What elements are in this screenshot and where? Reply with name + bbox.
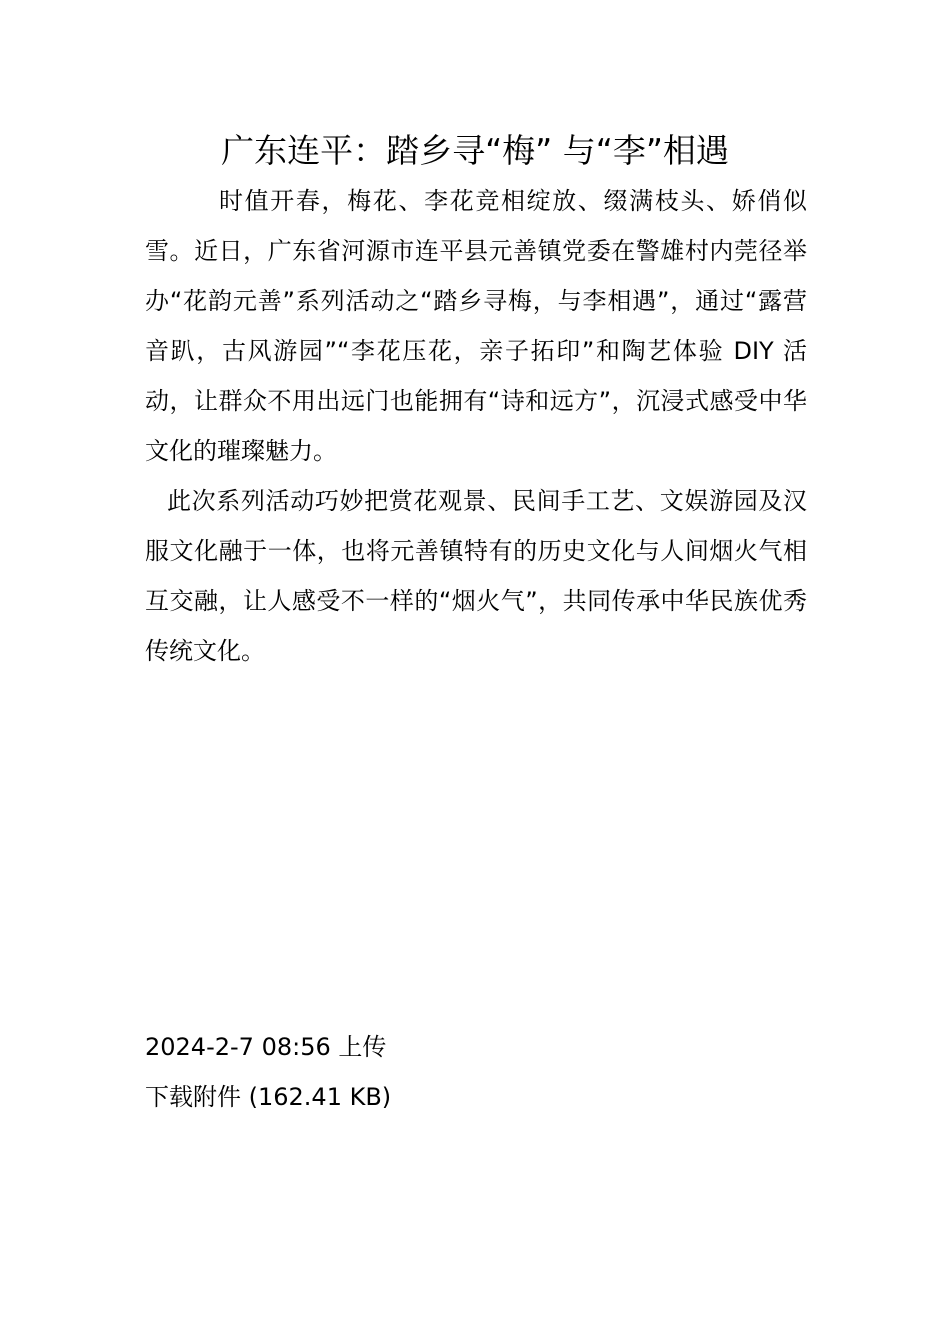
article-paragraph: 时值开春，梅花、李花竞相绽放、缀满枝头、娇俏似雪。近日，广东省河源市连平县元善镇党委在警雄村内莞径举办“花韵元善”系列活动之“踏乡寻梅，与李相遇”，通过“露营音趴，古风游园”“李花压花，亲子拓印”和陶艺体验 DIY 活动，让群众不用出远门也能拥有“诗和远方”，沉浸式感受中华文化的璀璨魅力。	[145, 187, 807, 465]
download-attachment-link[interactable]: 下载附件 (162.41 KB)	[145, 1083, 392, 1111]
article-body	[145, 176, 807, 676]
article-paragraph: 此次系列活动巧妙把赏花观景、民间手工艺、文娱游园及汉服文化融于一体，也将元善镇特有的历史文化与人间烟火气相互交融，让人感受不一样的“烟火气”，共同传承中华民族优秀传统文化。	[145, 487, 807, 665]
upload-timestamp: 2024-2-7 08:56 上传	[145, 1033, 387, 1061]
attachment-info	[145, 1022, 391, 1122]
article-title: 广东连平：踏乡寻“梅” 与“李”相遇	[221, 131, 729, 170]
